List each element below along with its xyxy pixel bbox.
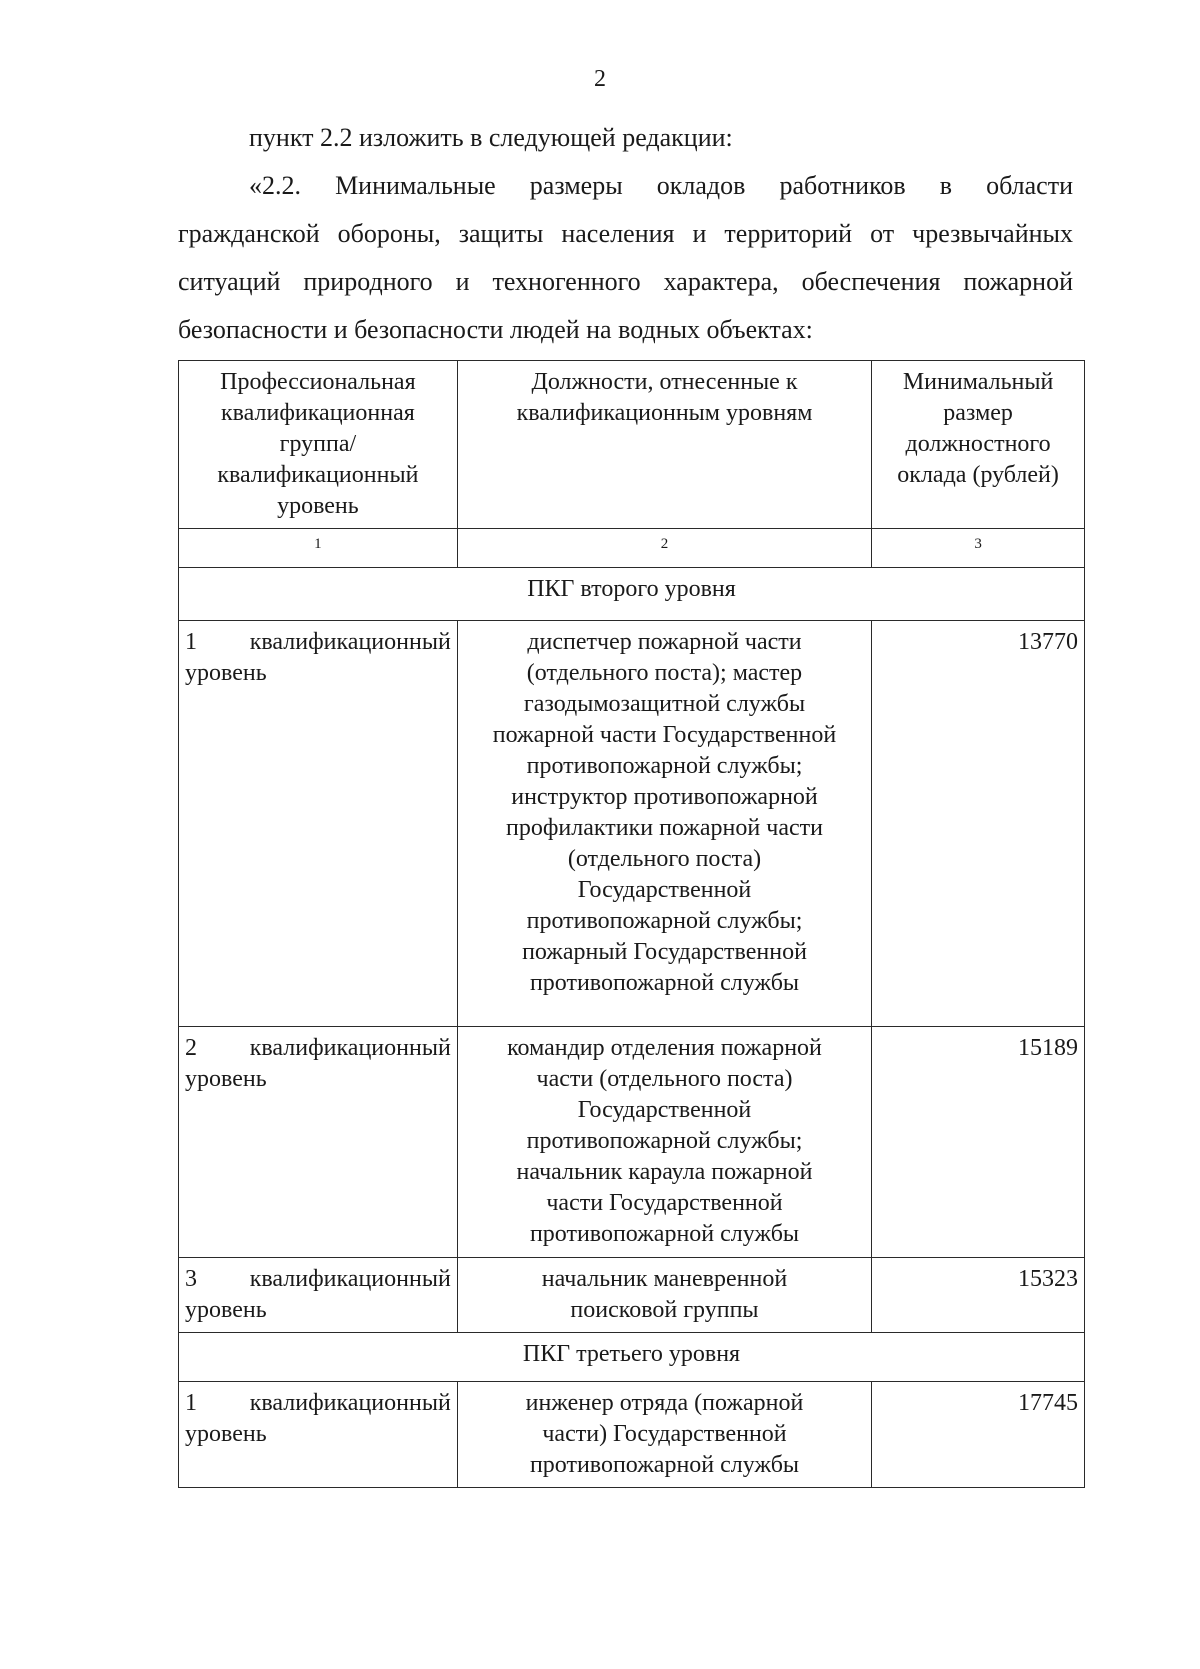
level-word: квалификационный bbox=[249, 629, 451, 655]
positions-cell: диспетчер пожарной части (отдельного поста); мастер газодымозащитной службы пожарной части Государственной противопожарной службы; инструктор противопожарной профилактики пожарной части (отдельного поста) Государственной противопожарной службы; пожарный Государственной противопожарной службы bbox=[457, 621, 871, 1027]
column-number: 3 bbox=[872, 529, 1085, 568]
group-row bbox=[179, 568, 1085, 621]
table-header-row bbox=[179, 361, 1085, 529]
level-number: 2 bbox=[185, 1035, 197, 1061]
level-label bbox=[185, 1388, 451, 1419]
level-number: 3 bbox=[185, 1266, 197, 1292]
level-word: квалификационный bbox=[249, 1035, 451, 1061]
qualification-level-cell bbox=[179, 1027, 458, 1258]
intro-line: пункт 2.2 изложить в следующей редакции: bbox=[249, 123, 733, 152]
level-word: квалификационный bbox=[249, 1390, 451, 1416]
salary-table bbox=[178, 360, 1085, 1488]
qualification-level-cell bbox=[179, 1382, 458, 1488]
column-number: 2 bbox=[457, 529, 871, 568]
column-number: 1 bbox=[179, 529, 458, 568]
column-number-row bbox=[179, 529, 1085, 568]
positions-cell: инженер отряда (пожарной части) Государственной противопожарной службы bbox=[457, 1382, 871, 1488]
header-qualification-group: Профессиональная квалификационная группа/ квалификационный уровень bbox=[179, 361, 458, 529]
intro-paragraph bbox=[178, 162, 1073, 354]
level-label bbox=[185, 1033, 451, 1064]
group-title: ПКГ второго уровня bbox=[179, 568, 1085, 621]
qualification-level-cell bbox=[179, 1258, 458, 1333]
level-word: квалификационный bbox=[249, 1266, 451, 1292]
level-number: 1 bbox=[185, 1390, 197, 1416]
header-min-salary: Минимальный размер должностного оклада (рублей) bbox=[872, 361, 1085, 529]
intro-paragraph-line: «2.2. Минимальные размеры окладов работников в области bbox=[249, 171, 1073, 200]
table-row bbox=[179, 621, 1085, 1027]
level-tail: уровень bbox=[185, 660, 267, 686]
salary-cell: 13770 bbox=[872, 621, 1085, 1027]
table-row bbox=[179, 1258, 1085, 1333]
intro-paragraph-line: безопасности и безопасности людей на водных объектах: bbox=[178, 315, 813, 344]
qualification-level-cell bbox=[179, 621, 458, 1027]
group-row bbox=[179, 1333, 1085, 1382]
intro-paragraph-line: ситуаций природного и техногенного характера, обеспечения пожарной bbox=[178, 267, 1073, 296]
page-number: 2 bbox=[594, 66, 606, 92]
group-title: ПКГ третьего уровня bbox=[179, 1333, 1085, 1382]
level-tail: уровень bbox=[185, 1297, 267, 1323]
salary-cell: 17745 bbox=[872, 1382, 1085, 1488]
level-label bbox=[185, 1264, 451, 1295]
header-positions: Должности, отнесенные к квалификационным уровням bbox=[457, 361, 871, 529]
positions-cell: начальник маневренной поисковой группы bbox=[457, 1258, 871, 1333]
level-number: 1 bbox=[185, 629, 197, 655]
intro-paragraph-line: гражданской обороны, защиты населения и территорий от чрезвычайных bbox=[178, 219, 1073, 248]
level-tail: уровень bbox=[185, 1421, 267, 1447]
positions-cell: командир отделения пожарной части (отдельного поста) Государственной противопожарной службы; начальник караула пожарной части Государственной противопожарной службы bbox=[457, 1027, 871, 1258]
salary-cell: 15323 bbox=[872, 1258, 1085, 1333]
level-label bbox=[185, 627, 451, 658]
table-row bbox=[179, 1027, 1085, 1258]
level-tail: уровень bbox=[185, 1066, 267, 1092]
salary-cell: 15189 bbox=[872, 1027, 1085, 1258]
table-row bbox=[179, 1382, 1085, 1488]
